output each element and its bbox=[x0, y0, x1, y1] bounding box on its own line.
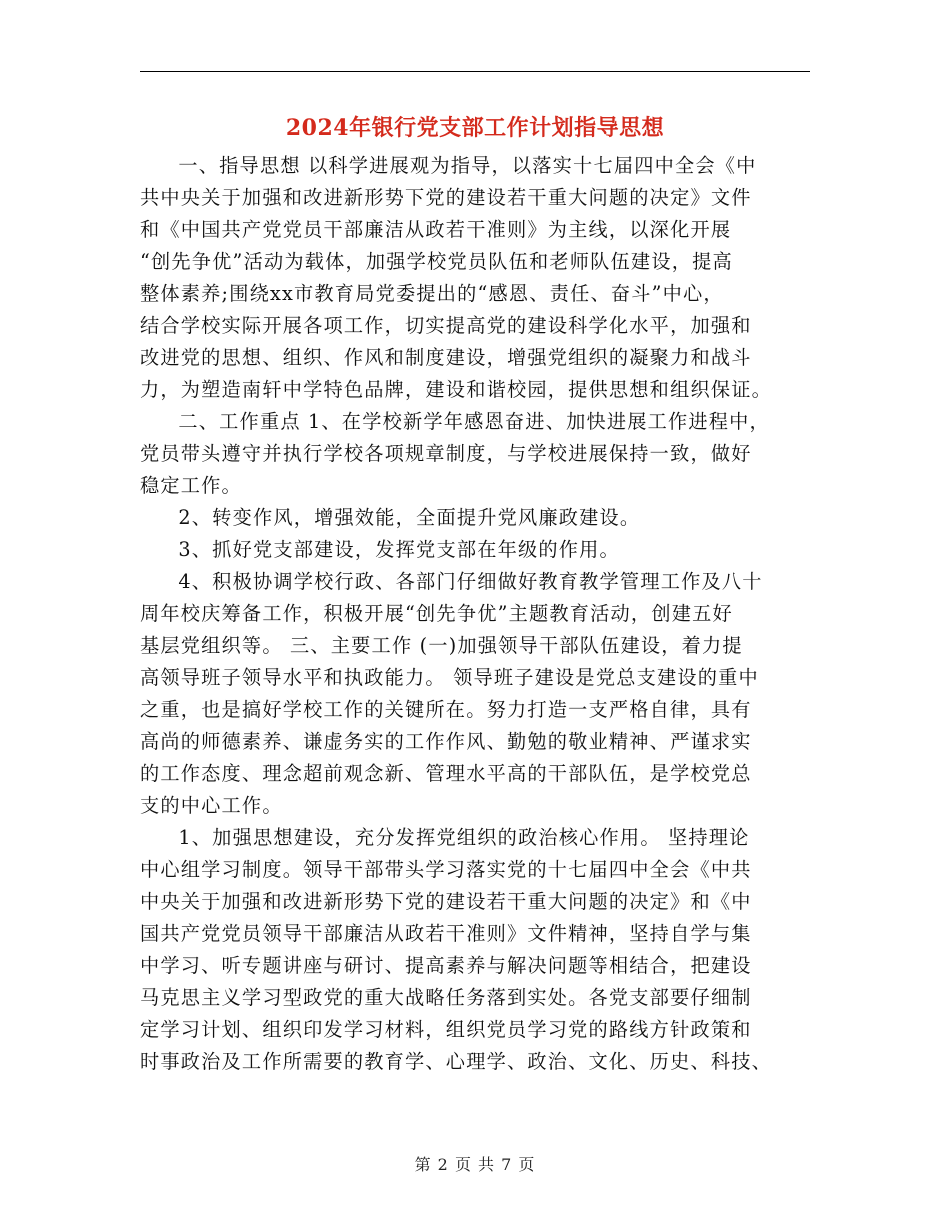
paragraph-line: 支的中心工作。 bbox=[140, 794, 283, 817]
paragraph-line: 和《中国共产党党员干部廉洁从政若干准则》为主线，以深化开展 bbox=[140, 218, 732, 241]
paragraph-line: 党员带头遵守并执行学校各项规章制度，与学校进展保持一致，做好 bbox=[140, 442, 752, 465]
paragraph-line: 中央关于加强和改进新形势下党的建设若干重大问题的决定》和《中 bbox=[140, 890, 752, 913]
document-body bbox=[140, 150, 812, 1078]
paragraph-line: 2、转变作风，增强效能，全面提升党风廉政建设。 bbox=[178, 506, 641, 529]
paragraph-line: 改进党的思想、组织、作风和制度建设，增强党组织的凝聚力和战斗 bbox=[140, 346, 752, 369]
page-number-footer: 第 2 页 共 7 页 bbox=[414, 1155, 536, 1174]
paragraph-line: 基层党组织等。 三、主要工作 (一)加强领导干部队伍建设，着力提 bbox=[140, 634, 743, 657]
paragraph-line: 整体素养;围绕xx市教育局党委提出的“感恩、责任、奋斗”中心， bbox=[140, 282, 724, 305]
paragraph-line: 1、加强思想建设，充分发挥党组织的政治核心作用。 坚持理论 bbox=[178, 826, 750, 849]
paragraph-line: 力，为塑造南轩中学特色品牌，建设和谐校园，提供思想和组织保证。 bbox=[140, 378, 773, 401]
paragraph-line: 马克思主义学习型政党的重大战略任务落到实处。各党支部要仔细制 bbox=[140, 986, 752, 1009]
paragraph-line: “创先争优”活动为载体，加强学校党员队伍和老师队伍建设，提高 bbox=[140, 250, 733, 273]
paragraph-line: 高领导班子领导水平和执政能力。 领导班子建设是党总支建设的重中 bbox=[140, 666, 759, 689]
paragraph-line: 共中央关于加强和改进新形势下党的建设若干重大问题的决定》文件 bbox=[140, 186, 752, 209]
paragraph-line: 一、指导思想 以科学进展观为指导，以落实十七届四中全会《中 bbox=[178, 154, 757, 177]
header-rule bbox=[140, 71, 810, 72]
paragraph-line: 之重，也是搞好学校工作的关键所在。努力打造一支严格自律，具有 bbox=[140, 698, 752, 721]
paragraph-line: 稳定工作。 bbox=[140, 474, 242, 497]
paragraph-line: 中心组学习制度。领导干部带头学习落实党的十七届四中全会《中共 bbox=[140, 858, 752, 881]
paragraph-line: 时事政治及工作所需要的教育学、心理学、政治、文化、历史、科技、 bbox=[140, 1050, 773, 1073]
paragraph-line: 中学习、听专题讲座与研讨、提高素养与解决问题等相结合，把建设 bbox=[140, 954, 752, 977]
paragraph-line: 国共产党党员领导干部廉洁从政若干准则》文件精神，坚持自学与集 bbox=[140, 922, 752, 945]
paragraph-line: 高尚的师德素养、谦虚务实的工作作风、勤勉的敬业精神、严谨求实 bbox=[140, 730, 752, 753]
paragraph-line: 4、积极协调学校行政、各部门仔细做好教育教学管理工作及八十 bbox=[178, 570, 763, 593]
paragraph-line: 的工作态度、理念超前观念新、管理水平高的干部队伍，是学校党总 bbox=[140, 762, 752, 785]
document-title: 2024年银行党支部工作计划指导思想 bbox=[285, 115, 665, 141]
paragraph-line: 结合学校实际开展各项工作，切实提高党的建设科学化水平，加强和 bbox=[140, 314, 752, 337]
paragraph-line: 3、抓好党支部建设，发挥党支部在年级的作用。 bbox=[178, 538, 620, 561]
paragraph-line: 二、工作重点 1、在学校新学年感恩奋进、加快进展工作进程中， bbox=[178, 410, 770, 433]
paragraph-line: 周年校庆筹备工作，积极开展“创先争优”主题教育活动，创建五好 bbox=[140, 602, 733, 625]
paragraph-line: 定学习计划、组织印发学习材料，组织党员学习党的路线方针政策和 bbox=[140, 1018, 752, 1041]
